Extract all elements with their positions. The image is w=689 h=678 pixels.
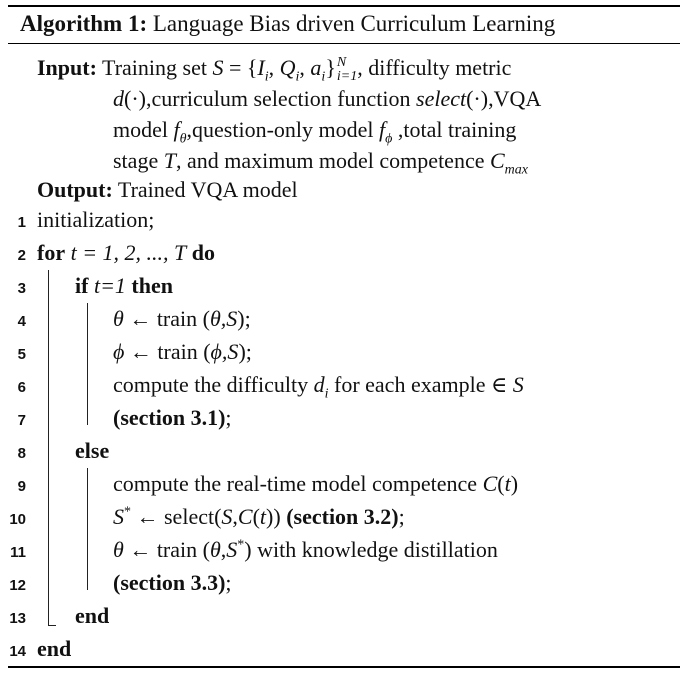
step-text: initialization; <box>37 207 155 232</box>
for-scope-bar <box>48 270 49 625</box>
math-sup: * <box>124 504 131 520</box>
section-ref: (section 3.1) <box>113 405 226 430</box>
line-number: 9 <box>17 478 26 495</box>
input-label: Input: <box>37 55 97 80</box>
math-var: t <box>259 504 267 529</box>
step-14 <box>37 633 71 664</box>
step-7 <box>113 402 232 433</box>
math-var: ϕ <box>113 339 125 364</box>
step-8 <box>75 435 109 466</box>
top-rule <box>8 5 680 7</box>
math-var: S <box>512 372 524 397</box>
algorithm-title <box>20 9 555 39</box>
input-text: stage <box>113 148 164 173</box>
input-text: ,total training <box>392 117 517 142</box>
input-line-3 <box>113 114 516 145</box>
algorithm-name: Language Bias driven Curriculum Learning <box>152 11 556 36</box>
line-number: 3 <box>17 280 26 297</box>
step-text: ); <box>237 306 251 331</box>
math-var: a <box>310 55 322 80</box>
input-text: (·),VQA <box>466 86 542 111</box>
line-number: 11 <box>10 544 26 561</box>
math-sup: * <box>237 537 245 553</box>
math-var: Q <box>279 55 296 80</box>
math-var: C <box>482 471 498 496</box>
step-text: ; <box>225 405 232 430</box>
math-sub: i <box>264 69 269 85</box>
step-text: for each example ∈ <box>328 372 513 397</box>
input-text: Training set <box>102 55 213 80</box>
math-var: ϕ,S <box>210 339 239 364</box>
input-text: , difficulty metric <box>357 55 512 80</box>
input-text: model <box>113 117 174 142</box>
if-scope-bar <box>87 303 88 425</box>
output-text: Trained VQA model <box>117 177 298 202</box>
line-number: 6 <box>17 379 26 396</box>
input-text: , and maximum model competence <box>175 148 490 173</box>
line-number: 1 <box>17 214 26 231</box>
step-text: ← select( <box>131 504 222 529</box>
step-text: with knowledge distillation <box>251 537 498 562</box>
step-3 <box>75 270 173 301</box>
math-var: S <box>212 55 224 80</box>
math-var: f <box>379 117 386 142</box>
keyword-if: if <box>75 273 89 298</box>
line-number: 10 <box>9 511 26 528</box>
math-sub: i <box>321 69 326 85</box>
header-rule <box>8 43 680 44</box>
step-text: ( <box>252 504 260 529</box>
math-var: θ <box>209 537 221 562</box>
step-2 <box>37 237 215 268</box>
line-number: 7 <box>17 412 26 429</box>
line-number: 4 <box>17 313 26 330</box>
math-var: d <box>313 372 325 397</box>
line-number: 14 <box>9 643 26 660</box>
step-text: compute the difficulty <box>113 372 314 397</box>
math-var: d <box>113 86 124 111</box>
math-op: = { <box>223 55 258 80</box>
step-text: ; <box>225 570 232 595</box>
step-text: , <box>220 537 227 562</box>
step-condition: t = 1, 2, ..., T <box>70 240 187 265</box>
keyword-do: do <box>191 240 216 265</box>
math-var: θ <box>113 537 124 562</box>
math-supsub <box>337 56 357 84</box>
keyword-end: end <box>75 603 110 628</box>
math-var: θ,S <box>209 306 238 331</box>
step-text: compute the real-time model competence <box>113 471 483 496</box>
step-text: ← train ( <box>123 306 210 331</box>
step-12 <box>113 567 232 598</box>
math-sub: max <box>504 162 528 178</box>
keyword-for: for <box>37 240 66 265</box>
math-sub: i=1 <box>336 68 358 84</box>
step-4 <box>113 303 251 334</box>
math-var: I <box>257 55 265 80</box>
math-var: C <box>237 504 253 529</box>
output-line <box>37 174 298 205</box>
math-sub: i <box>324 386 329 402</box>
line-number: 2 <box>17 247 26 264</box>
line-number: 8 <box>17 445 26 462</box>
math-sub: i <box>295 69 300 85</box>
for-scope-tick <box>48 625 56 626</box>
math-var: T <box>163 148 176 173</box>
algorithm-label: Algorithm 1: <box>20 11 148 36</box>
line-number: 12 <box>9 577 26 594</box>
step-text: ← train ( <box>124 339 211 364</box>
math-sub: ϕ <box>385 131 393 147</box>
output-label: Output: <box>37 177 113 202</box>
input-line-4 <box>113 145 528 176</box>
step-condition: t=1 <box>93 273 126 298</box>
step-10 <box>113 501 405 532</box>
math-var: C <box>489 148 505 173</box>
step-text: ; <box>398 504 405 529</box>
input-line-1: Input: Training set $S = \{I_i$, $Q_i$, $a_i$} N i=1 , difficulty metric <box>37 54 512 85</box>
keyword-end: end <box>37 636 72 661</box>
math-var: select <box>416 86 467 111</box>
math-op: } <box>325 55 336 80</box>
step-13 <box>75 600 109 631</box>
math-sub: θ <box>179 131 187 147</box>
math-var: θ <box>113 306 124 331</box>
step-5 <box>113 336 252 367</box>
step-text: ← train ( <box>123 537 210 562</box>
keyword-else: else <box>75 438 110 463</box>
input-text: (·),curriculum selection function <box>124 86 417 111</box>
math-var: t <box>504 471 511 496</box>
math-var: S <box>226 537 238 562</box>
step-9 <box>113 468 518 499</box>
step-11 <box>113 534 498 565</box>
step-text: ) <box>244 537 252 562</box>
line-number: 5 <box>17 346 26 363</box>
section-ref: (section 3.2) <box>280 504 399 529</box>
step-text: ( <box>497 471 505 496</box>
step-text: )) <box>266 504 281 529</box>
else-scope-bar <box>87 468 88 590</box>
math-var: f <box>173 117 180 142</box>
section-ref: (section 3.3) <box>113 570 226 595</box>
math-sup: N <box>336 54 347 70</box>
step-text: , <box>232 504 238 529</box>
step-text: ); <box>238 339 252 364</box>
step-1 <box>37 204 154 235</box>
step-text: ) <box>510 471 519 496</box>
input-line-2 <box>113 83 541 114</box>
line-number: 13 <box>9 610 26 627</box>
math-var: S <box>113 504 124 529</box>
step-6 <box>113 369 524 400</box>
input-text: ,question-only model <box>186 117 379 142</box>
bottom-rule <box>8 666 680 668</box>
keyword-then: then <box>131 273 173 298</box>
math-var: S <box>221 504 233 529</box>
